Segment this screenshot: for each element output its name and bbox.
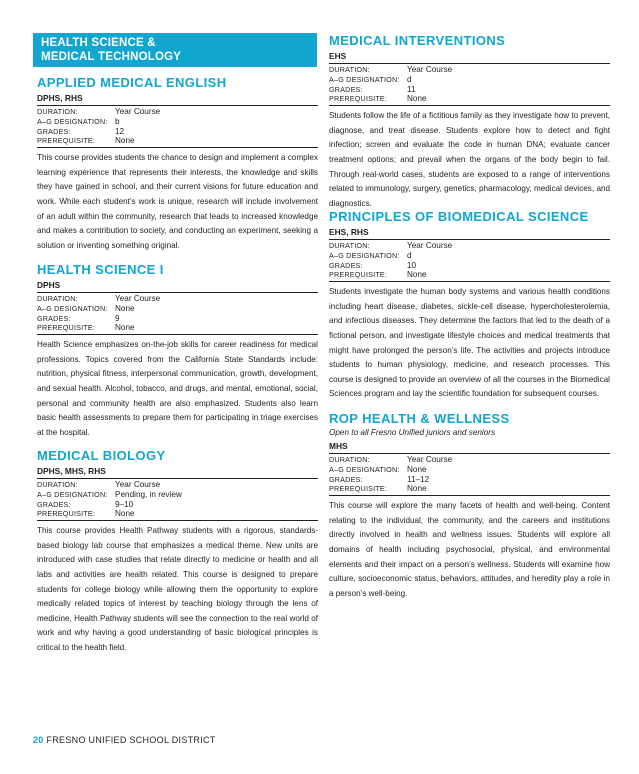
designation-label: A–G DESIGNATION:: [329, 74, 400, 84]
prereq-label: PREREQUISITE:: [329, 270, 388, 280]
course-medical-interventions: [329, 33, 610, 211]
course-title: ROP HEALTH & WELLNESS: [329, 411, 510, 426]
duration-label: DURATION:: [37, 480, 78, 489]
course-title: HEALTH SCIENCE I: [37, 262, 164, 277]
prereq-label: PREREQUISITE:: [329, 94, 388, 104]
prereq-value: None: [115, 509, 135, 519]
course-subtitle: Open to all Fresno Unified juniors and seniors: [329, 428, 496, 437]
prereq-value: None: [407, 484, 427, 494]
designation-value: None: [407, 464, 427, 474]
duration-label: DURATION:: [37, 294, 78, 303]
designation-label: A–G DESIGNATION:: [329, 464, 400, 474]
course-title: APPLIED MEDICAL ENGLISH: [37, 75, 227, 90]
course-meta: [329, 240, 610, 282]
prereq-value: None: [407, 270, 427, 280]
course-description: Students investigate the human body systems and various health conditions including heart disease, diabetes, sickle-cell disease, hypercholesterolemia, and infectious diseases. They determine the factors that led to the death of a fictional person, and investigate lifestyle choices and medical treatments that might have prolonged the person’s life. The activities and projects introduce students to human physiology, medicine, and research processes. This course is designed to provide an overview of all the courses in the Biomedical Sciences program and lay the scientific foundation for subsequent courses.: [329, 287, 610, 399]
course-title: MEDICAL BIOLOGY: [37, 448, 166, 463]
grades-label: GRADES:: [37, 126, 71, 136]
prereq-value: None: [115, 136, 135, 146]
course-schools: EHS: [329, 48, 610, 64]
prereq-label: PREREQUISITE:: [37, 323, 96, 333]
course-schools: DPHS: [37, 277, 318, 293]
grades-label: GRADES:: [329, 84, 363, 94]
course-description: This course provides Health Pathway students with a rigorous, standards-based biology lab course that emphasizes a medical theme. New units are introduced with case studies that relate directly to medicine or health and all labs and activities are health related. This course is designed to prepare students for college biology while allowing them the opportunity to explore medically related topics of interest by teaching biology through the lens of medicine, Health Pathway students will see the connection to the real world of work and why having a good understanding of basic biological principles is critical to the health field.: [37, 526, 318, 652]
grades-label: GRADES:: [37, 313, 71, 323]
grades-value: 12: [115, 126, 125, 136]
designation-value: Pending, in review: [115, 489, 182, 499]
course-description: Health Science emphasizes on-the-job skills for career readiness for medical professions. Topics covered from the California State Standards include: nutrition, physical fitness, interpersonal communication, growth, development, and sexual health. Alcohol, tobacco, and drugs, and mental, emotional, social, personal and community health are also emphasized. Students also learn basic health assessments to prepare them for participating in triage exercises at the hospital.: [37, 340, 318, 437]
course-title: MEDICAL INTERVENTIONS: [329, 33, 506, 48]
course-description: This course provides students the chance to design and implement a complex learning experience that represents their interests, the knowledge and skills they have gained in school, and their current visions for future education and work. While each student’s work is unique, research will include involvement of an adult within the community, research that leads to increased knowledge and makes a contribution to society, and conducting an experiment, seeking a solution or inventing something original.: [37, 153, 318, 250]
duration-label: DURATION:: [37, 107, 78, 116]
course-rop-health-wellness: [329, 411, 610, 601]
banner-line-2: MEDICAL TECHNOLOGY: [41, 51, 182, 63]
grades-value: 10: [407, 260, 417, 270]
duration-label: DURATION:: [329, 241, 370, 250]
grades-label: GRADES:: [329, 474, 363, 484]
duration-value: Year Course: [115, 294, 161, 303]
section-banner: [33, 33, 317, 67]
course-applied-medical-english: [37, 75, 318, 253]
prereq-label: PREREQUISITE:: [37, 136, 96, 146]
course-health-science-i: [37, 262, 318, 440]
duration-label: DURATION:: [329, 65, 370, 74]
duration-value: Year Course: [115, 107, 161, 116]
page-number: 20: [33, 735, 44, 745]
prereq-label: PREREQUISITE:: [37, 509, 96, 519]
course-schools: MHS: [329, 438, 610, 454]
duration-value: Year Course: [115, 480, 161, 489]
course-schools: EHS, RHS: [329, 224, 610, 240]
designation-label: A–G DESIGNATION:: [329, 250, 400, 260]
grades-value: 9–10: [115, 499, 134, 509]
designation-value: d: [407, 250, 412, 260]
course-meta: [329, 64, 610, 106]
course-description: This course will explore the many facets of health and well-being. Content relating to the individual, the community, and the careers and institutions directly involved in health and wellness issues. Students will explore all domains of health including psychosocial, physical, and environmental elements and their impact on a person’s wellness. Students will examine how culture, socioeconomic status, behaviors, attitudes, and heredity play a role in a person’s well-being.: [329, 501, 610, 598]
prereq-label: PREREQUISITE:: [329, 484, 388, 494]
prereq-value: None: [407, 94, 427, 104]
grades-label: GRADES:: [37, 499, 71, 509]
duration-value: Year Course: [407, 241, 453, 250]
course-description: Students follow the life of a fictitious family as they investigate how to prevent, diagnose, and treat disease. Students explore how to detect and fight infection; screen and evaluate the code in human DNA; evaluate cancer treatment options; and prevail when the organs of the body begin to fail. Through real-world cases, students are exposed to a range of interventions related to immunology, surgery, genetics, pharmacology, medical devices, and diagnostics.: [329, 111, 610, 208]
footer-text: FRESNO UNIFIED SCHOOL DISTRICT: [46, 735, 216, 745]
course-medical-biology: [37, 448, 318, 656]
duration-value: Year Course: [407, 65, 453, 74]
duration-value: Year Course: [407, 455, 453, 464]
course-meta: [37, 106, 318, 148]
course-title: PRINCIPLES OF BIOMEDICAL SCIENCE: [329, 209, 589, 224]
course-meta: [37, 479, 318, 521]
duration-label: DURATION:: [329, 455, 370, 464]
course-principles-of-biomedical-science: [329, 209, 610, 402]
designation-label: A–G DESIGNATION:: [37, 116, 108, 126]
course-schools: DPHS, RHS: [37, 90, 318, 106]
grades-value: 11–12: [407, 474, 430, 484]
prereq-value: None: [115, 323, 135, 333]
designation-value: None: [115, 303, 135, 313]
designation-value: b: [115, 116, 120, 126]
course-schools: DPHS, MHS, RHS: [37, 463, 318, 479]
grades-label: GRADES:: [329, 260, 363, 270]
grades-value: 9: [115, 313, 120, 323]
designation-value: d: [407, 74, 412, 84]
designation-label: A–G DESIGNATION:: [37, 489, 108, 499]
course-meta: [329, 454, 610, 496]
page-footer: [33, 735, 216, 745]
banner-line-1: HEALTH SCIENCE &: [41, 37, 156, 49]
course-meta: [37, 293, 318, 335]
grades-value: 11: [407, 84, 416, 94]
designation-label: A–G DESIGNATION:: [37, 303, 108, 313]
